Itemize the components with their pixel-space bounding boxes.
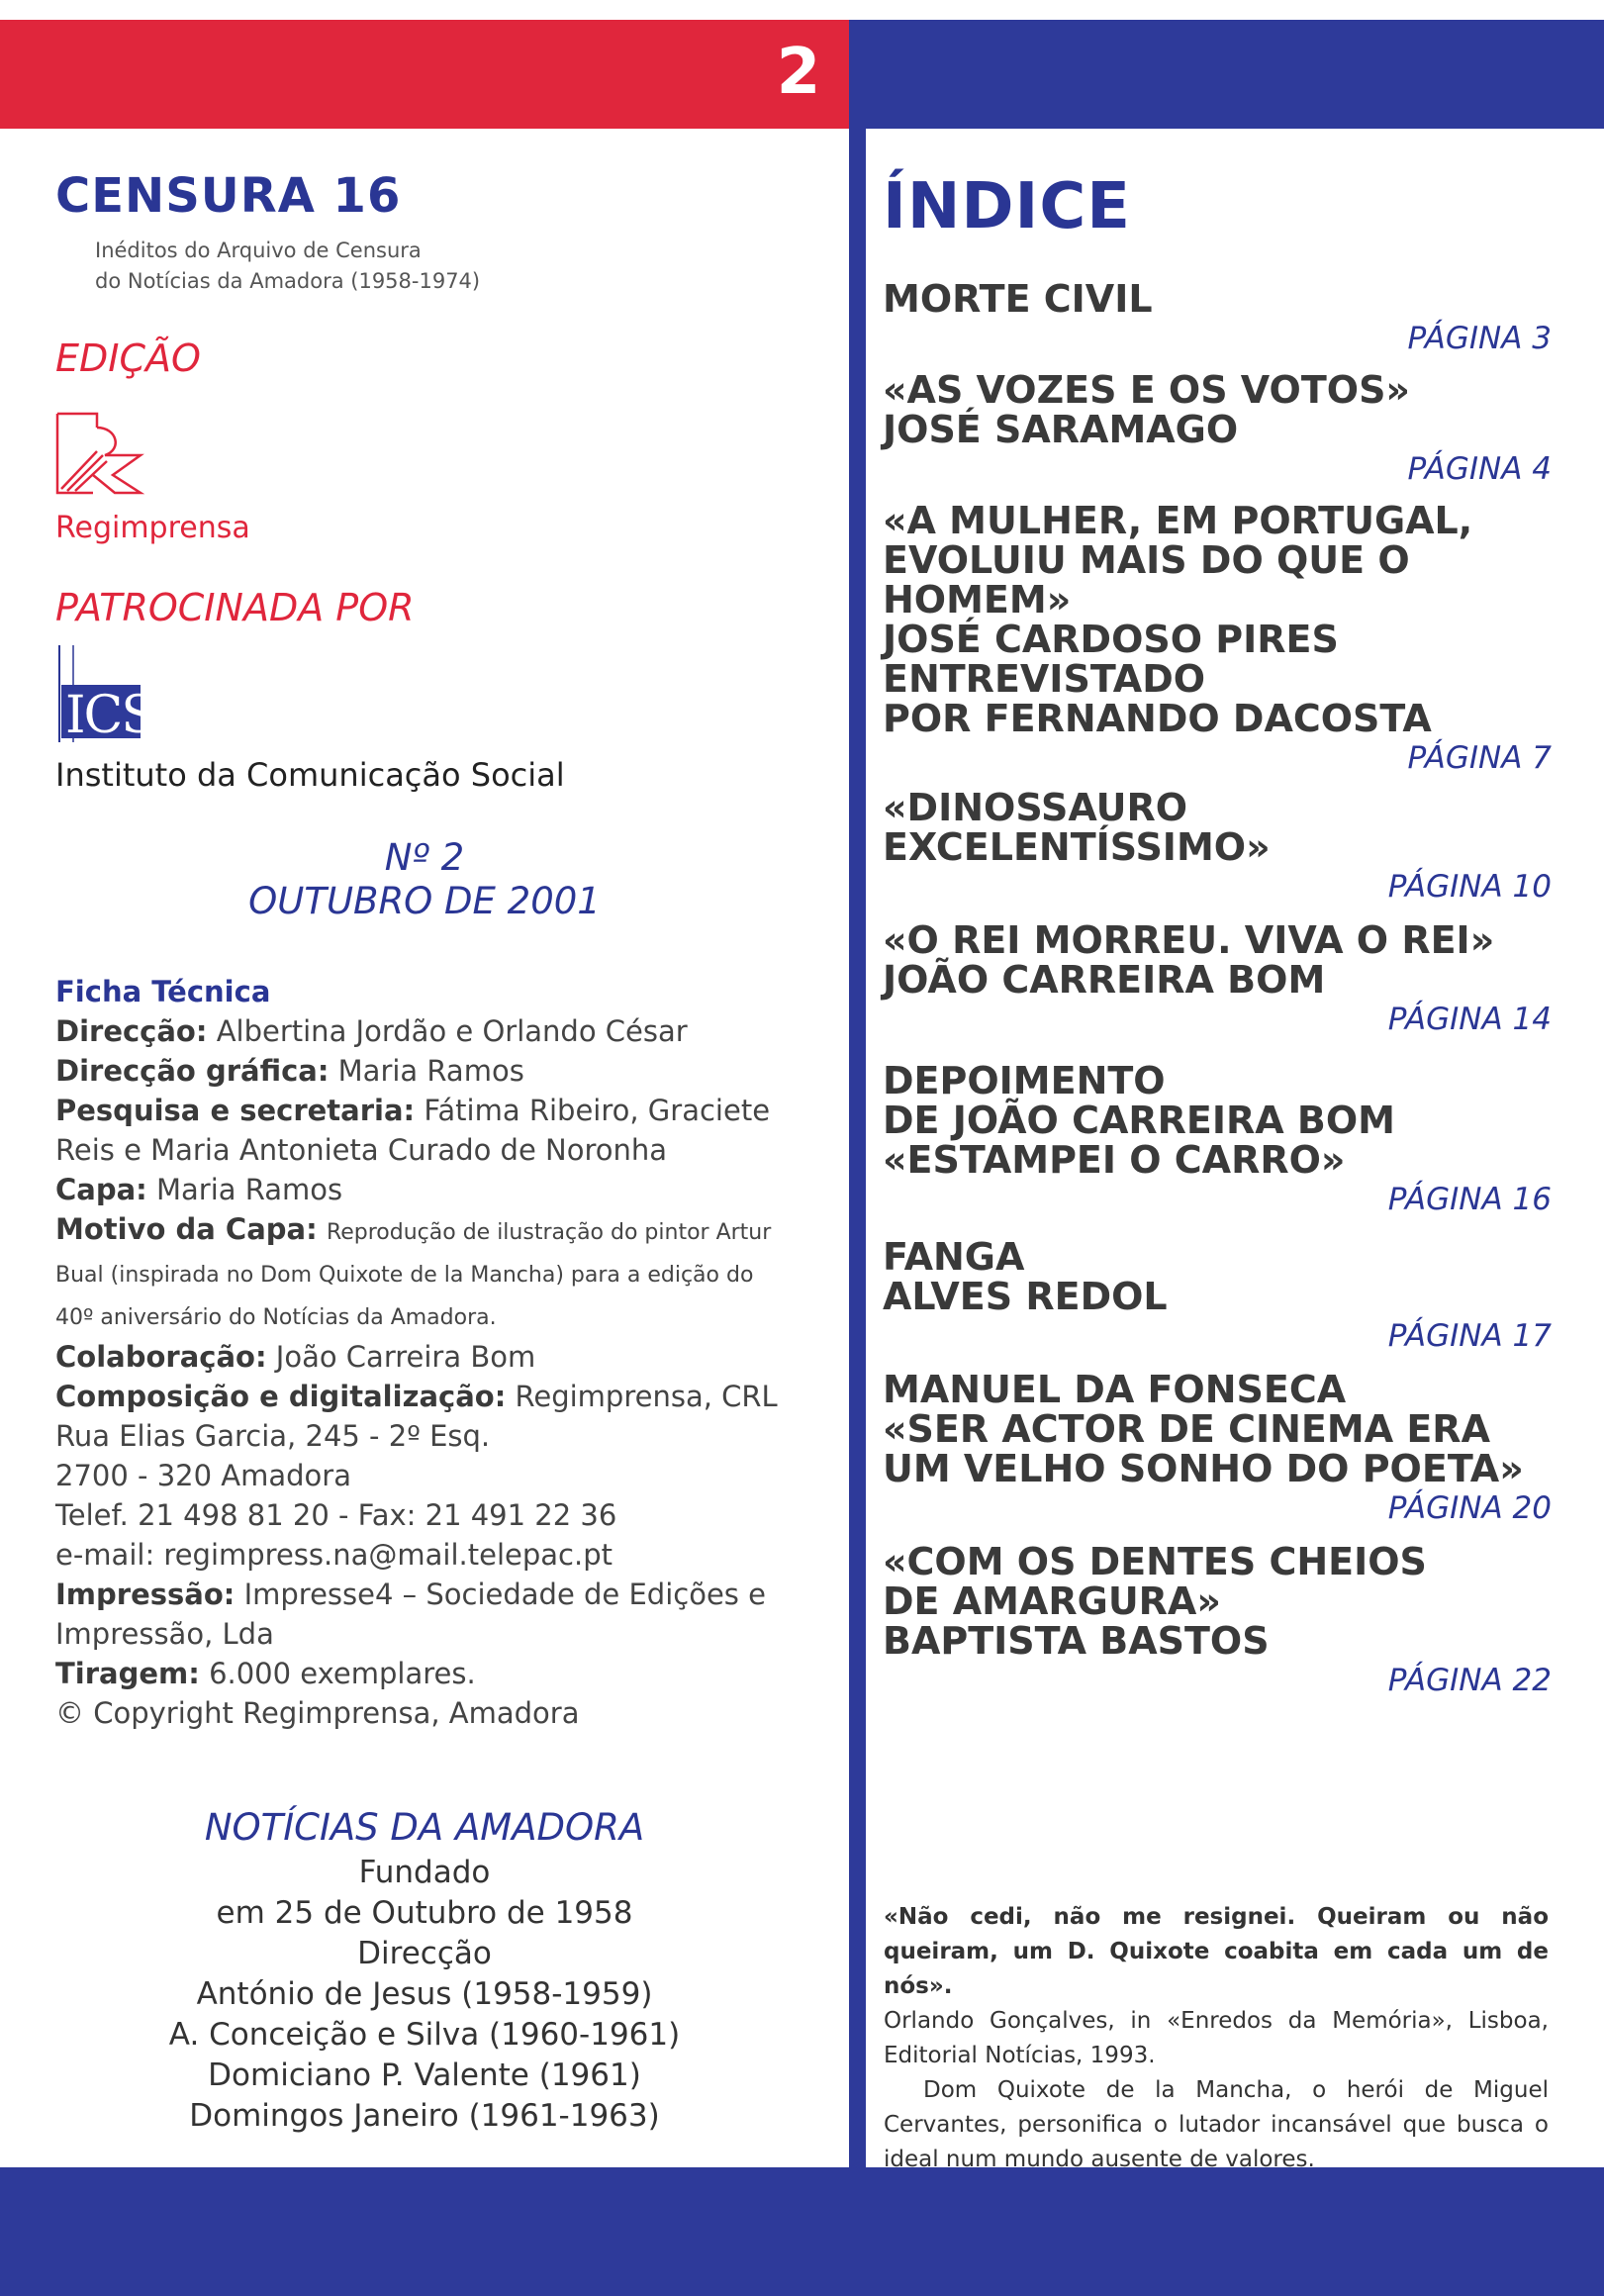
toc-entry-page: PÁGINA 16 [1387, 1182, 1552, 1217]
toc-entry-title: MANUEL DA FONSECA [883, 1368, 1347, 1411]
toc-entry [883, 1370, 1552, 1528]
toc-entry-title: ALVES REDOL [883, 1275, 1168, 1318]
ficha-title: Ficha Técnica [55, 975, 271, 1008]
ficha-pesquisa [55, 1091, 778, 1170]
ficha-motivo [55, 1209, 778, 1337]
value: Maria Ramos [156, 1173, 343, 1206]
toc-entry-page: PÁGINA 4 [1407, 451, 1552, 487]
label: Impressão: [55, 1578, 236, 1611]
value: Regimprensa, CRL [515, 1380, 778, 1413]
value: 6.000 exemplares. [209, 1657, 476, 1690]
ficha-comp [55, 1377, 778, 1416]
toc-entry-title: «AS VOZES E OS VOTOS» [883, 368, 1410, 412]
value: Reprodução de ilustração do pintor Artur Bual (inspirada no Dom Quixote de la Mancha) para a edição do 40º aniversário do Notícias da Amadora. [55, 1220, 772, 1330]
toc-entry [883, 279, 1552, 358]
sponsor-name: Instituto da Comunicação Social [55, 756, 565, 794]
ficha-address2: 2700 - 320 Amadora [55, 1459, 351, 1492]
noticias-line: Domingos Janeiro (1961-1963) [189, 2098, 660, 2134]
toc-entry-title: «O REI MORREU. VIVA O REI» [883, 918, 1495, 962]
value: Maria Ramos [337, 1054, 524, 1088]
toc-entry [883, 370, 1552, 489]
noticias-line: A. Conceição e Silva (1960-1961) [168, 2017, 681, 2053]
toc-entry-title: EVOLUIU MAIS DO QUE O HOMEM» [883, 538, 1410, 622]
value: Fátima Ribeiro, Graciete Reis e Maria Antonieta Curado de Noronha [55, 1094, 771, 1167]
label: Motivo da Capa: [55, 1212, 318, 1246]
quote-description: Dom Quixote de la Mancha, o herói de Miguel Cervantes, personifica o lutador incansável que busca o ideal num mundo ausente de valores. [884, 2077, 1549, 2172]
issue-number: Nº 2 [384, 836, 465, 879]
ficha-tiragem [55, 1654, 778, 1693]
toc-entry-title: MORTE CIVIL [883, 277, 1153, 321]
value: Impresse4 – Sociedade de Edições e Impressão, Lda [55, 1578, 766, 1651]
ficha-copyright: © Copyright Regimprensa, Amadora [55, 1696, 580, 1730]
page-number: 2 [776, 36, 821, 109]
bottom-blue-band [0, 2167, 1604, 2296]
toc-entry-title: BAPTISTA BASTOS [883, 1619, 1270, 1663]
ficha-grafica [55, 1051, 778, 1091]
ficha-email: e-mail: regimpress.na@mail.telepac.pt [55, 1538, 613, 1572]
index-title: ÍNDICE [883, 170, 1131, 243]
quote-block [884, 1900, 1549, 2177]
ficha-colab [55, 1337, 778, 1377]
noticias-line: Fundado [358, 1855, 491, 1890]
top-red-band [0, 20, 849, 129]
toc-entry [883, 501, 1552, 778]
toc-entry-title: «DINOSSAURO EXCELENTÍSSIMO» [883, 786, 1271, 869]
ficha-impressao [55, 1575, 778, 1654]
publisher-name: Regimprensa [55, 511, 250, 545]
toc-entry [883, 920, 1552, 1039]
toc-entry [883, 1061, 1552, 1219]
toc-entry [883, 788, 1552, 907]
label: Composição e digitalização: [55, 1380, 507, 1413]
toc-entry-title: «COM OS DENTES CHEIOS [883, 1540, 1427, 1583]
noticias-line: Direcção [357, 1936, 492, 1971]
toc-entry-page: PÁGINA 3 [1407, 321, 1552, 356]
noticias-line: em 25 de Outubro de 1958 [216, 1895, 633, 1931]
subtitle-line: Inéditos do Arquivo de Censura [95, 239, 422, 262]
label: Capa: [55, 1173, 147, 1206]
label: Tiragem: [55, 1657, 200, 1690]
noticias-line: Domiciano P. Valente (1961) [208, 2057, 641, 2093]
quote-source: Orlando Gonçalves, in «Enredos da Memória», Lisboa, Editorial Notícias, 1993. [884, 2008, 1549, 2068]
toc-entry [883, 1542, 1552, 1700]
subtitle-line: do Notícias da Amadora (1958-1974) [95, 269, 481, 293]
quote-text: «Não cedi, não me resignei. Queiram ou não queiram, um D. Quixote coabita em cada um de nós». [884, 1904, 1549, 1999]
toc-entry-title: «ESTAMPEI O CARRO» [883, 1138, 1346, 1182]
toc-entry-title: JOSÉ CARDOSO PIRES [883, 618, 1339, 661]
sponsor-heading: PATROCINADA POR [55, 586, 415, 629]
column-divider [849, 129, 866, 2167]
ficha-address1: Rua Elias Garcia, 245 - 2º Esq. [55, 1419, 491, 1453]
toc-entry-title: DE AMARGURA» [883, 1579, 1221, 1623]
toc-entry-page: PÁGINA 14 [1387, 1002, 1552, 1037]
noticias-block [0, 1803, 849, 2137]
label: Direcção: [55, 1014, 208, 1048]
toc-entry-page: PÁGINA 7 [1407, 740, 1552, 776]
value: João Carreira Bom [275, 1340, 536, 1374]
toc-entry-title: POR FERNANDO DACOSTA [883, 697, 1432, 740]
ficha-capa [55, 1170, 778, 1209]
svg-text:ICS: ICS [65, 686, 154, 745]
label: Colaboração: [55, 1340, 267, 1374]
toc-entry-title: UM VELHO SONHO DO POETA» [883, 1447, 1524, 1490]
toc-entry-title: DEPOIMENTO [883, 1059, 1166, 1102]
noticias-line: António de Jesus (1958-1959) [196, 1976, 653, 2012]
toc-entry-title: JOÃO CARREIRA BOM [883, 958, 1326, 1002]
toc-entry-title: DE JOÃO CARREIRA BOM [883, 1099, 1395, 1142]
toc-entry-title: ENTREVISTADO [883, 657, 1206, 701]
regimprensa-logo-icon [53, 406, 152, 497]
value: Albertina Jordão e Orlando César [216, 1014, 688, 1048]
toc-entry-title: «A MULHER, EM PORTUGAL, [883, 499, 1473, 542]
edicao-heading: EDIÇÃO [55, 336, 201, 380]
issue-info [0, 836, 849, 923]
subtitle [95, 236, 480, 297]
noticias-title: NOTÍCIAS DA AMADORA [204, 1806, 645, 1849]
ficha-phone: Telef. 21 498 81 20 - Fax: 21 491 22 36 [55, 1498, 617, 1532]
ics-logo-icon [57, 645, 154, 745]
label: Direcção gráfica: [55, 1054, 330, 1088]
toc-entry-page: PÁGINA 22 [1387, 1663, 1552, 1698]
toc-entry-title: «SER ACTOR DE CINEMA ERA [883, 1407, 1490, 1451]
toc-entry-page: PÁGINA 17 [1387, 1318, 1552, 1354]
toc-entry-page: PÁGINA 10 [1387, 869, 1552, 905]
toc-entry-page: PÁGINA 20 [1387, 1490, 1552, 1526]
toc-entry [883, 1237, 1552, 1356]
page-title: CENSURA 16 [55, 168, 402, 224]
toc-entry-title: JOSÉ SARAMAGO [883, 408, 1239, 451]
table-of-contents [883, 279, 1552, 1700]
ficha-direccao [55, 1011, 778, 1051]
top-blue-band [849, 20, 1604, 129]
ficha-tecnica [55, 972, 778, 1733]
toc-entry-title: FANGA [883, 1235, 1025, 1279]
label: Pesquisa e secretaria: [55, 1094, 416, 1127]
issue-date: OUTUBRO DE 2001 [248, 880, 601, 922]
